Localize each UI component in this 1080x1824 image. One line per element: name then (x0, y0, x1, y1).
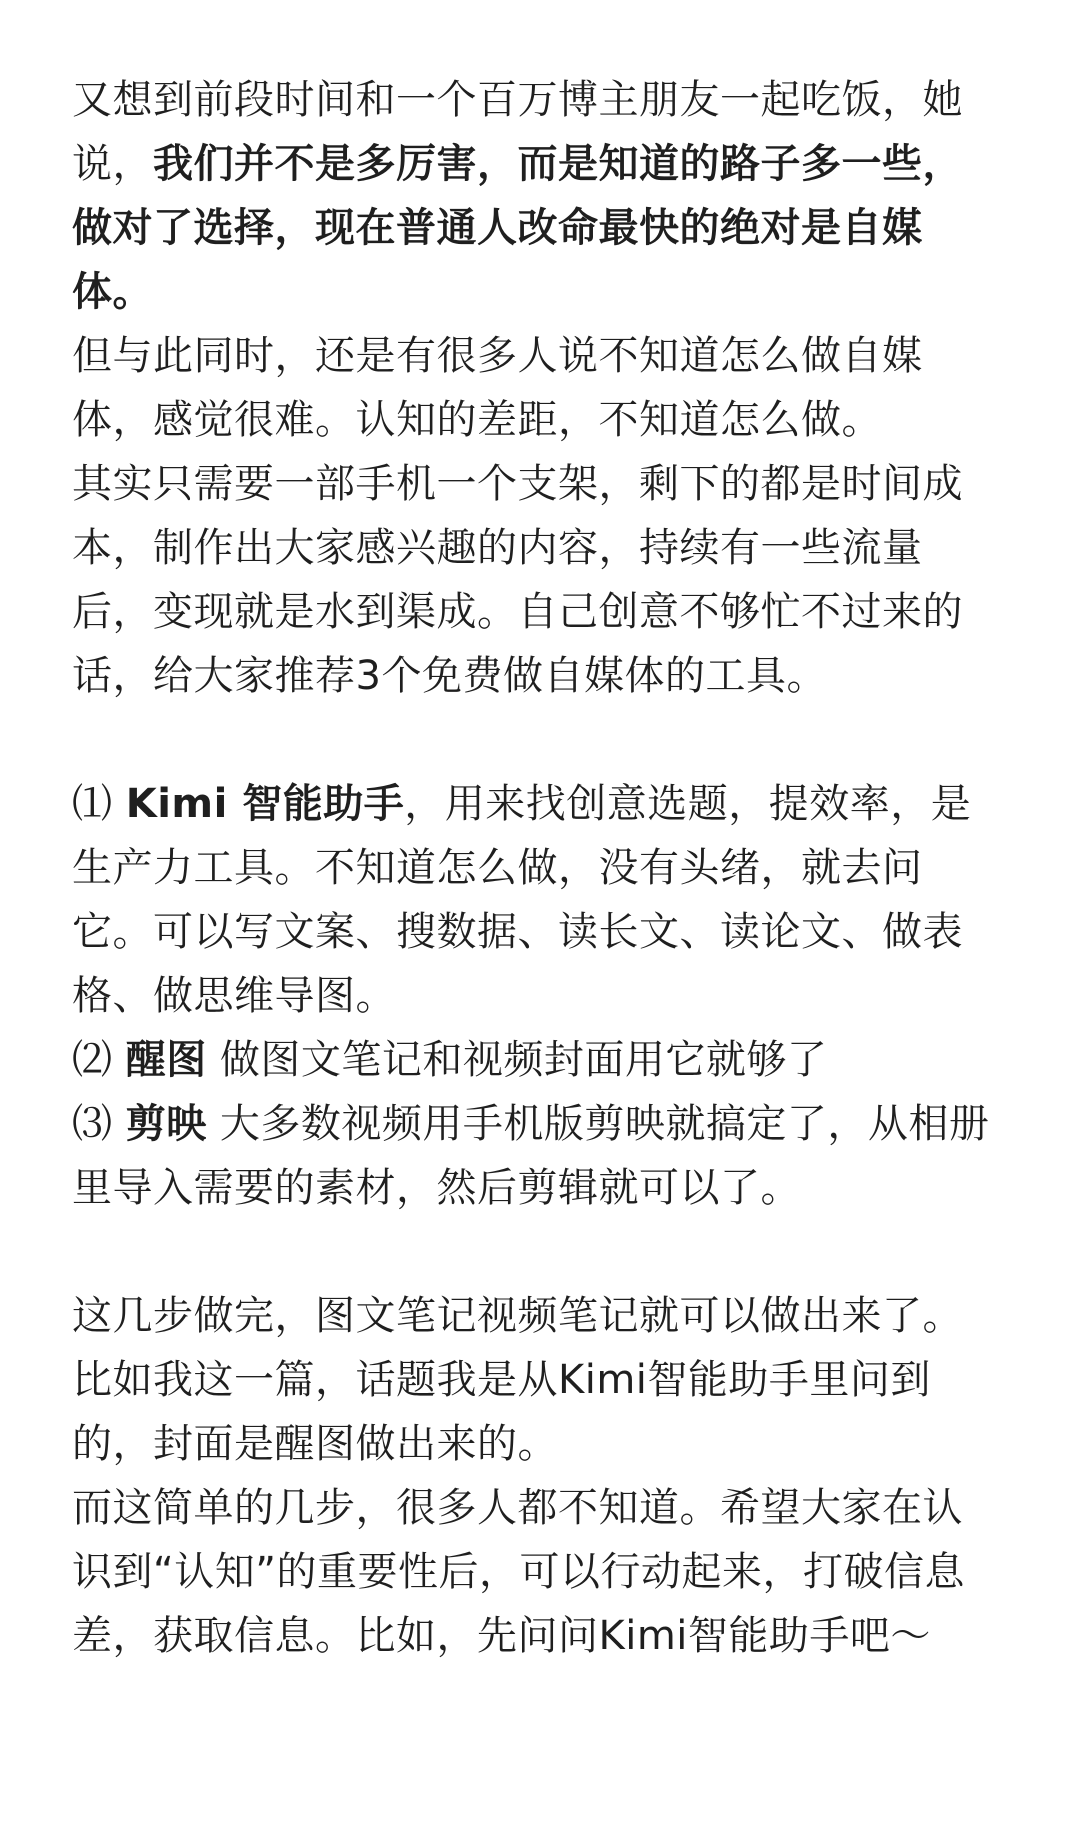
paragraph-intro (72, 68, 1002, 324)
tool-number: ⑵ (72, 1037, 126, 1083)
tool-description: 做图文笔记和视频封面用它就够了 (206, 1037, 828, 1083)
tool-name: 醒图 (125, 1037, 207, 1083)
tool-item-jianying (72, 1092, 1002, 1220)
paragraph-difficulty: 但与此同时，还是有很多人说不知道怎么做自媒体，感觉很难。认知的差距，不知道怎么做。 (72, 333, 923, 443)
paragraph-spacer (72, 1220, 1002, 1284)
tool-name: 剪映 (125, 1101, 207, 1147)
tool-item-kimi (72, 772, 1002, 1028)
article-body (72, 68, 1002, 1668)
intro-text: 又想到前段时间和一个百万博主朋友一起吃饭，她说， (72, 77, 963, 187)
tool-name: Kimi 智能助手 (125, 781, 405, 827)
tool-number: ⑶ (72, 1101, 126, 1147)
paragraph-spacer (72, 708, 1002, 772)
tool-number: ⑴ (72, 781, 126, 827)
paragraph-tools-intro: 其实只需要一部手机一个支架，剩下的都是时间成本，制作出大家感兴趣的内容，持续有一些流量后，变现就是水到渠成。自己创意不够忙不过来的话，给大家推荐3个免费做自媒体的工具。 (72, 461, 963, 699)
tool-description: ，用来找创意选题，提效率，是生产力工具。不知道怎么做，没有头绪，就去问它。可以写文案、搜数据、读长文、读论文、做表格、做思维导图。 (72, 781, 972, 1019)
paragraph-conclusion: 而这简单的几步，很多人都不知道。希望大家在认识到“认知”的重要性后，可以行动起来，打破信息差，获取信息。比如，先问问Kimi智能助手吧～ (72, 1485, 965, 1659)
paragraph-result: 这几步做完，图文笔记视频笔记就可以做出来了。比如我这一篇，话题我是从Kimi智能助手里问到的，封面是醒图做出来的。 (72, 1293, 963, 1467)
quote-bold-text: 我们并不是多厉害，而是知道的路子多一些，做对了选择，现在普通人改命最快的绝对是自媒体。 (72, 141, 963, 315)
tool-item-xingtu (72, 1028, 1002, 1092)
tool-description: 大多数视频用手机版剪映就搞定了，从相册里导入需要的素材，然后剪辑就可以了。 (72, 1101, 990, 1211)
